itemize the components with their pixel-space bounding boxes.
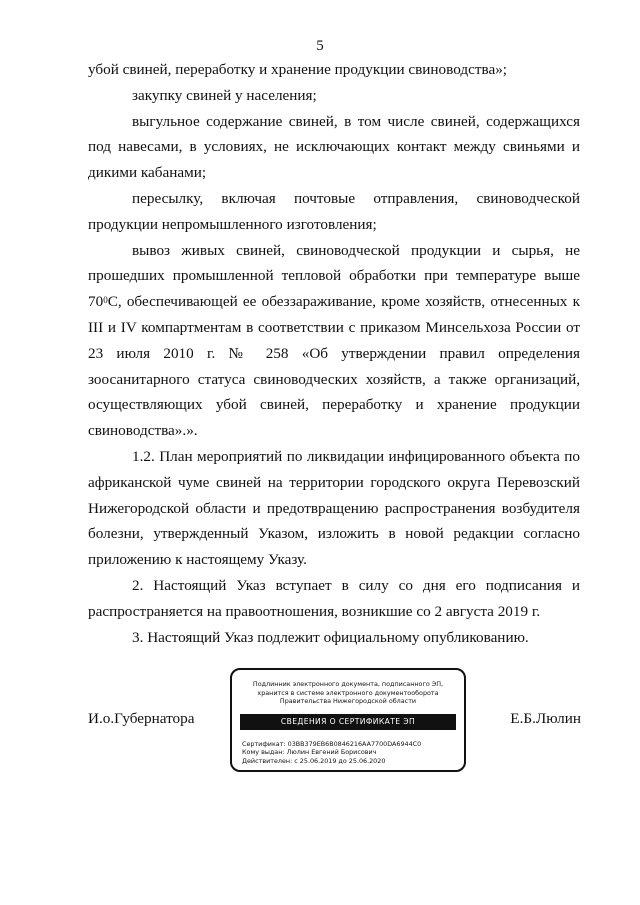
signatory-name: Е.Б.Люлин — [510, 710, 581, 727]
stamp-header: СВЕДЕНИЯ О СЕРТИФИКАТЕ ЭП — [240, 714, 456, 730]
stamp-note-line: Правительства Нижегородской области — [279, 697, 417, 706]
certificate-serial: Сертификат: 03BB379EB6B0846216AA7700DA6944C0 — [242, 740, 422, 748]
paragraph-text: С, обеспечивающей ее обеззараживание, кроме хозяйств, отнесенных к III и IV компартментам в соответствии с приказом Минсельхоза России от 23 июля 2010 г. № 258 «Об утверждении правил определения зоосанитарного статуса свиноводческих хозяйств, а также организаций, осуществляющих убой свиней, переработку и хранение продукции свиноводства».». — [88, 293, 580, 440]
paragraph — [88, 238, 580, 444]
document-body — [88, 57, 580, 650]
stamp-note — [232, 680, 464, 706]
paragraph: убой свиней, переработку и хранение продукции свиноводства»; — [88, 61, 508, 78]
certificate-validity: Действителен: с 25.06.2019 до 25.06.2020 — [242, 756, 386, 765]
stamp-note-line: Подлинник электронного документа, подписанного ЭП, — [252, 680, 444, 688]
signatory-position: И.о.Губернатора — [88, 710, 195, 727]
certificate-owner: Кому выдан: Люлин Евгений Борисович — [242, 748, 377, 757]
electronic-signature-stamp — [230, 668, 466, 772]
stamp-note-line: хранится в системе электронного документооборота — [257, 688, 439, 697]
stamp-details — [242, 740, 421, 765]
paragraph: пересылку, включая почтовые отправления, свиноводческой продукции непромышленного изготовления; — [88, 189, 580, 233]
page-number: 5 — [316, 38, 324, 54]
paragraph: 3. Настоящий Указ подлежит официальному опубликованию. — [132, 628, 529, 646]
paragraph: закупку свиней у населения; — [132, 86, 317, 104]
paragraph: 2. Настоящий Указ вступает в силу со дня его подписания и распространяется на правоотношения, возникшие со 2 августа 2019 г. — [88, 576, 580, 620]
superscript: 0 — [103, 295, 108, 306]
paragraph: 1.2. План мероприятий по ликвидации инфицированного объекта по африканской чуме свиней на территории городского округа Перевозский Нижегородской области и предотвращению распространения возбудителя болезни, утвержденный Указом, изложить в новой редакции согласно приложению к настоящему Указу. — [88, 447, 580, 569]
paragraph-text: вывоз живых свиней, свиноводческой продукции и сырья, не прошедших промышленной тепловой обработки при температуре выше 70 — [88, 241, 580, 311]
paragraph: выгульное содержание свиней, в том числе свиней, содержащихся под навесами, в условиях, не исключающих контакт между свиньями и дикими кабанами; — [88, 112, 580, 182]
